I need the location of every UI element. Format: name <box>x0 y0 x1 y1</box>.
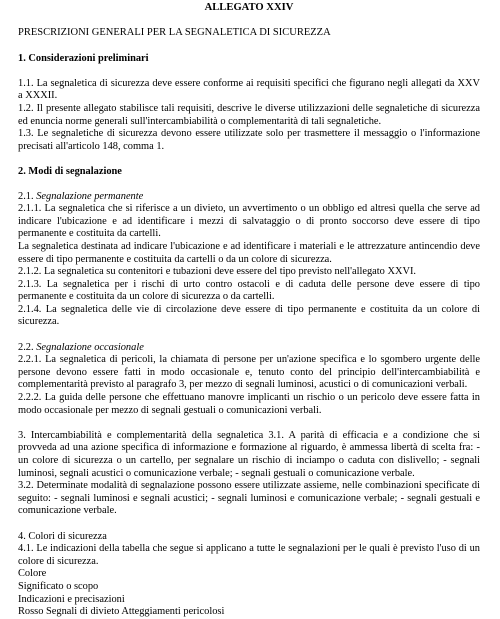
page-title: ALLEGATO XXIV <box>204 2 294 13</box>
section-4-heading: 4. Colori di sicurezza <box>18 530 107 542</box>
paragraph-1-2: 1.2. Il presente allegato stabilisce tali requisiti, descrive le diverse utilizzazioni delle segnaletiche di sicurezza ed enuncia norme generali sull'intercambiabilità o complementarità di tali segnaletiche. <box>18 102 480 127</box>
subsection-2-1-title: Segnalazione permanente <box>36 190 144 202</box>
paragraph-2-1-2: 2.1.2. La segnaletica su contenitori e tubazioni deve essere del tipo previsto nell'allegato XXVI. <box>18 266 417 278</box>
paragraph-2-2-1: 2.2.1. La segnaletica di pericoli, la chiamata di persone per un'azione specifica e lo sgombero urgente delle persone devono essere fatti in modo occasionale e, tenuto conto del principio dell'intercambiabilità e complementarità previsto al paragrafo 3, per mezzo di segnali luminosi, acustici o di comunicazioni verbali. <box>18 354 480 391</box>
section-2-heading: 2. Modi di segnalazione <box>18 165 122 177</box>
table-line-rosso: Rosso Segnali di divieto Atteggiamenti pericolosi <box>18 606 225 618</box>
spacer <box>18 518 480 531</box>
subsection-2-1-number: 2.1. <box>18 190 37 202</box>
spacer <box>18 329 480 342</box>
subsection-2-2-number: 2.2. <box>18 341 37 353</box>
paragraph-2-1-1-cont: La segnaletica destinata ad indicare l'ubicazione e ad identificare i materiali e le attrezzature antincendio deve essere di tipo permanente e costituita da cartelli o da un colore di sicurezza. <box>18 240 480 265</box>
paragraph-4-1: 4.1. Le indicazioni della tabella che segue si applicano a tutte le segnalazioni per le quali è previsto l'uso di un colore di sicurezza. <box>18 543 480 567</box>
paragraph-2-1-1: 2.1.1. La segnaletica che si riferisce a un divieto, un avvertimento o un obbligo ed altresì quella che serve ad indicare l'ubicazione e ad identificare i mezzi di salvataggio o di pronto soccorso deve essere di tipo permanente e costituita da cartelli. <box>18 203 480 240</box>
paragraph-2-1-3: 2.1.3. La segnaletica per i rischi di urto contro ostacoli e di caduta delle persone deve essere di tipo permanente e costituita da un colore di sicurezza o da cartelli. <box>18 278 480 303</box>
subsection-2-2-title: Segnalazione occasionale <box>36 341 144 353</box>
section-3-paragraph: 3. Intercambiabilità e complementarità della segnaletica 3.1. A parità di efficacia e a condizione che si provveda ad una azione specifica di informazione e formazione al riguardo, è ammessa libertà di scelta fra: - un colore di sicurezza o un cartello, per segnalare un rischio di inciampo o caduta con dislivello; - segnali luminosi, segnali acustici o comunicazione verbale; - segnali gestuali o comunicazione verbale. <box>18 429 480 479</box>
paragraph-2-1-4: 2.1.4. La segnaletica delle vie di circolazione deve essere di tipo permanente e costituita da un colore di sicurezza. <box>18 303 480 328</box>
spacer <box>18 417 480 430</box>
paragraph-1-1: 1.1. La segnaletica di sicurezza deve essere conforme ai requisiti specifici che figurano negli allegati da XXV a XXXII. <box>18 77 480 102</box>
table-line-indicazioni: Indicazioni e precisazioni <box>18 593 125 605</box>
paragraph-2-2-2: 2.2.2. La guida delle persone che effettuano manovre implicanti un rischio o un pericolo deve essere fatta in modo occasionale per mezzo di segnali gestuali o comunicazioni verbali. <box>18 392 480 416</box>
document-subtitle: PRESCRIZIONI GENERALI PER LA SEGNALETICA DI SICUREZZA <box>18 26 331 38</box>
paragraph-3-2: 3.2. Determinate modalità di segnalazione possono essere utilizzate assieme, nelle combinazioni specificate di seguito: - segnali luminosi e segnali acustici; - segnali luminosi e comunicazione verbale; - segnali gestuali e comunicazione verbale. <box>18 480 480 517</box>
table-line-significato: Significato o scopo <box>18 580 99 592</box>
subsection-2-1-heading <box>18 191 480 204</box>
paragraph-1-3: 1.3. Le segnaletiche di sicurezza devono essere utilizzate solo per trasmettere il messaggio o l'informazione precisati all'articolo 148, comma 1. <box>18 128 480 152</box>
spacer <box>18 153 480 166</box>
table-line-colore: Colore <box>18 568 47 580</box>
section-1-heading: 1. Considerazioni preliminari <box>18 53 149 65</box>
subsection-2-2-heading <box>18 342 480 355</box>
